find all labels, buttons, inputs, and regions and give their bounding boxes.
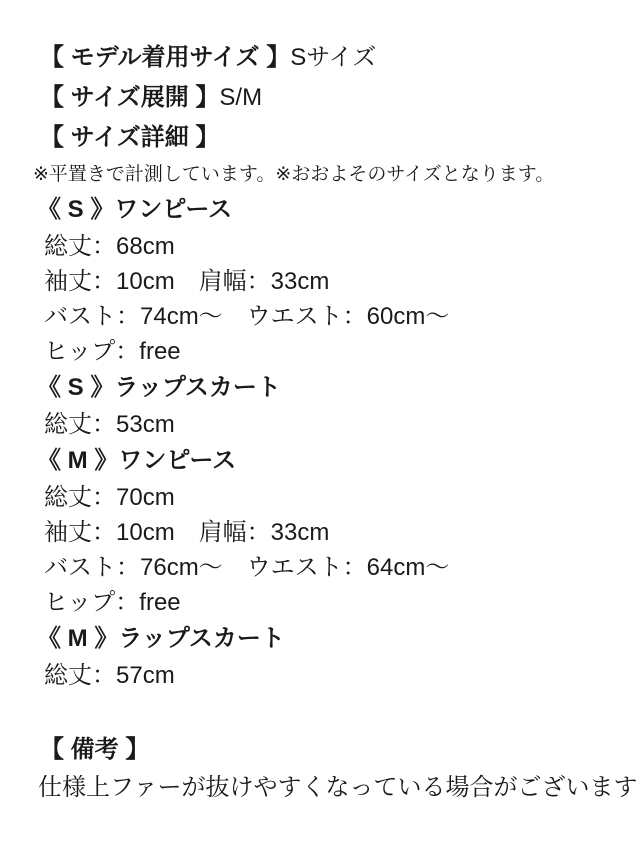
measurement-line: ヒップ：free xyxy=(44,338,181,365)
remarks-heading xyxy=(0,730,640,770)
size-detail-label: 【 サイズ詳細 】 xyxy=(40,124,220,151)
section-title: 《 M 》ラップスカート xyxy=(37,625,285,652)
section-m-wrapskirt xyxy=(0,620,640,693)
section-title: 《 S 》ワンピース xyxy=(37,196,233,223)
section-title: 《 S 》ラップスカート xyxy=(37,374,281,401)
measurement-line: バスト：74cm〜 ウエスト：60cm〜 xyxy=(44,303,450,330)
measurement-line: 総丈：70cm xyxy=(44,484,175,511)
model-size-value: Sサイズ xyxy=(290,44,377,71)
section-title: 《 M 》ワンピース xyxy=(37,447,237,474)
section-m-onepiece xyxy=(0,442,640,620)
measurement-line: ヒップ：free xyxy=(44,589,181,616)
model-size-label: 【 モデル着用サイズ 】 xyxy=(40,44,291,71)
measurement-line: 袖丈：10cm 肩幅：33cm xyxy=(44,519,330,546)
measurement-line: 総丈：57cm xyxy=(44,662,175,689)
size-detail-heading xyxy=(0,118,640,158)
remarks-block xyxy=(0,730,640,805)
measurement-line: 袖丈：10cm 肩幅：33cm xyxy=(44,268,330,295)
measurement-line: 総丈：68cm xyxy=(44,233,175,260)
measurement-note: ※平置きで計測しています。※おおよそのサイズとなります。 xyxy=(33,164,555,185)
section-s-onepiece xyxy=(0,191,640,369)
size-range-label: 【 サイズ展開 】 xyxy=(40,84,220,111)
section-s-wrapskirt xyxy=(0,369,640,442)
measurement-line: 総丈：53cm xyxy=(44,411,175,438)
model-size-row xyxy=(0,38,640,78)
size-range-row xyxy=(0,78,640,118)
remarks-text: 仕様上ファーが抜けやすくなっている場合がございます xyxy=(38,774,638,801)
size-range-value: S/M xyxy=(219,84,263,111)
measurement-line: バスト：76cm〜 ウエスト：64cm〜 xyxy=(44,554,450,581)
remarks-label: 【 備考 】 xyxy=(40,736,150,763)
